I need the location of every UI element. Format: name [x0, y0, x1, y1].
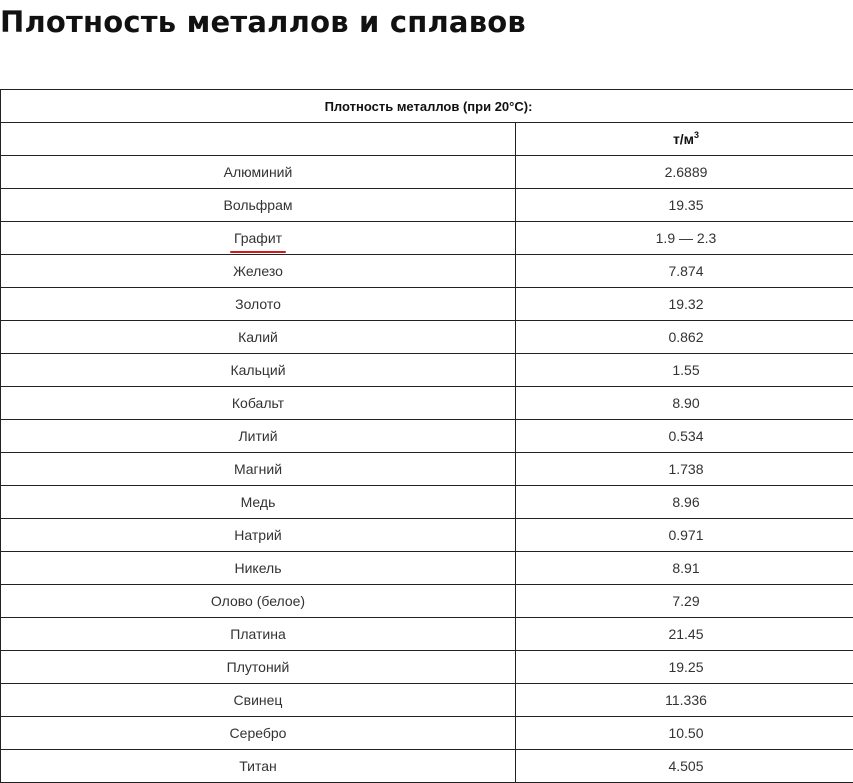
table-row: [1, 354, 853, 387]
density-value: 7.29: [672, 593, 699, 609]
density-value-cell: [516, 189, 853, 222]
table-row: [1, 387, 853, 420]
metal-name: Литий: [238, 428, 277, 444]
table-row: [1, 552, 853, 585]
density-value: 11.336: [665, 692, 707, 708]
table-row: [1, 453, 853, 486]
density-value: 7.874: [668, 263, 703, 279]
table-row: [1, 717, 853, 750]
table-row: [1, 486, 853, 519]
metal-name-cell: [1, 288, 516, 321]
metal-name: Свинец: [234, 692, 283, 708]
density-value: 19.32: [668, 296, 703, 312]
density-value: 1.738: [668, 461, 703, 477]
table-row: [1, 651, 853, 684]
metal-name: Серебро: [230, 725, 287, 741]
metal-name: Олово (белое): [211, 593, 305, 609]
density-value-cell: [516, 288, 853, 321]
metal-name-cell: [1, 321, 516, 354]
metal-name-cell: [1, 552, 516, 585]
density-value-cell: [516, 585, 853, 618]
table-row: [1, 288, 853, 321]
table-row: [1, 420, 853, 453]
density-value-cell: [516, 387, 853, 420]
unit-header-cell: [516, 123, 853, 156]
density-value: 8.90: [672, 395, 699, 411]
metal-name-cell: [1, 585, 516, 618]
metal-name: Никель: [235, 560, 282, 576]
metal-name: Титан: [239, 758, 277, 774]
table-row: [1, 156, 853, 189]
header-empty-cell: [1, 123, 516, 156]
table-row: [1, 684, 853, 717]
metal-name-cell: [1, 717, 516, 750]
metal-name-cell: [1, 618, 516, 651]
metal-name: Калий: [238, 329, 278, 345]
metal-name-cell: [1, 651, 516, 684]
density-value-cell: [516, 354, 853, 387]
metal-name: Плутоний: [227, 659, 290, 675]
density-value: 8.96: [672, 494, 699, 510]
page-title: Плотность металлов и сплавов: [0, 2, 526, 42]
table-row: [1, 255, 853, 288]
density-value-cell: [516, 717, 853, 750]
density-value-cell: [516, 156, 853, 189]
table-row: [1, 519, 853, 552]
metal-name: Золото: [235, 296, 281, 312]
metal-name-cell: [1, 387, 516, 420]
density-value-cell: [516, 552, 853, 585]
density-value-cell: [516, 684, 853, 717]
metal-name: Кобальт: [232, 395, 284, 411]
metal-name: Графит: [234, 230, 282, 246]
metal-name-cell: [1, 684, 516, 717]
density-value-cell: [516, 453, 853, 486]
unit-superscript: 3: [694, 130, 699, 140]
metal-density-table: [0, 89, 853, 783]
metal-name-cell: [1, 453, 516, 486]
table-header-row: [1, 123, 853, 156]
density-value: 10.50: [668, 725, 703, 741]
density-value-cell: [516, 255, 853, 288]
metal-name: Железо: [233, 263, 283, 279]
metal-name: Платина: [230, 626, 285, 642]
metal-name-cell: [1, 519, 516, 552]
density-value: 8.91: [672, 560, 699, 576]
density-value: 4.505: [668, 758, 703, 774]
density-value-cell: [516, 420, 853, 453]
density-value: 21.45: [668, 626, 703, 642]
density-value: 19.35: [668, 197, 703, 213]
table-row: [1, 585, 853, 618]
metal-name-cell: [1, 420, 516, 453]
metal-name-cell: [1, 222, 516, 255]
metal-name: Натрий: [234, 527, 281, 543]
metal-name: Медь: [241, 494, 276, 510]
density-value: 1.55: [672, 362, 699, 378]
density-value: 2.6889: [665, 164, 708, 180]
table-row: [1, 189, 853, 222]
metal-name-cell: [1, 354, 516, 387]
density-value: 19.25: [668, 659, 703, 675]
table-row: [1, 618, 853, 651]
metal-name: Кальций: [230, 362, 285, 378]
table-row: [1, 222, 853, 255]
density-value-cell: [516, 618, 853, 651]
metal-name-cell: [1, 750, 516, 783]
metal-name-cell: [1, 486, 516, 519]
density-value: 0.971: [668, 527, 703, 543]
metal-name-cell: [1, 255, 516, 288]
density-value-cell: [516, 486, 853, 519]
metal-name: Магний: [234, 461, 282, 477]
table-caption-row: [1, 90, 853, 123]
table-row: [1, 750, 853, 783]
metal-name-cell: [1, 189, 516, 222]
density-value-cell: [516, 519, 853, 552]
table-row: [1, 321, 853, 354]
metal-name: Вольфрам: [224, 197, 293, 213]
density-value-cell: [516, 651, 853, 684]
density-value-cell: [516, 750, 853, 783]
density-value-cell: [516, 222, 853, 255]
metal-name-cell: [1, 156, 516, 189]
density-value: 0.862: [668, 329, 703, 345]
unit-label: т/м: [673, 131, 694, 147]
table-body: [1, 90, 853, 783]
table-caption: Плотность металлов (при 20°C):: [1, 90, 853, 123]
density-value: 1.9 — 2.3: [656, 230, 717, 246]
density-value-cell: [516, 321, 853, 354]
density-value: 0.534: [668, 428, 703, 444]
metal-name: Алюминий: [224, 164, 293, 180]
